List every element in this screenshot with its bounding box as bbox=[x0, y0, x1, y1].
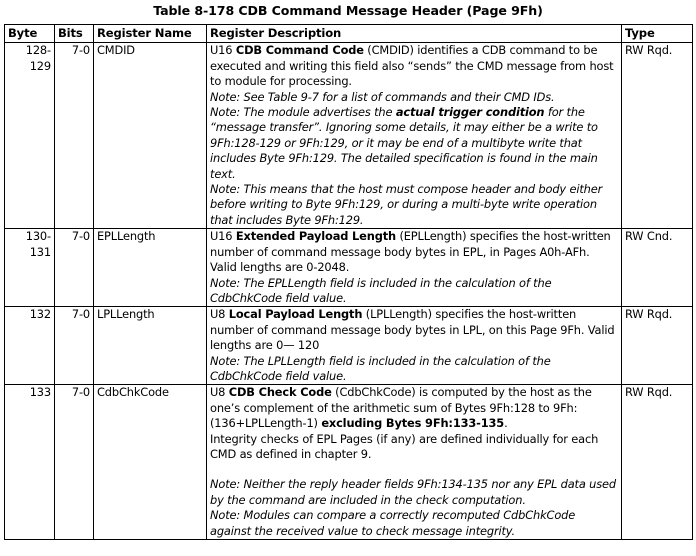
cell-register-description bbox=[207, 307, 622, 385]
cell-register-description bbox=[207, 43, 622, 229]
header-byte: Byte bbox=[5, 25, 55, 43]
description-paragraph: Integrity checks of EPL Pages (if any) are defined individually for each CMD as defined in chapter 9. bbox=[210, 431, 599, 461]
cell-type: RW Rqd. bbox=[622, 43, 693, 229]
description-note: Note: This means that the host must compose header and body either before writing to Byte 9Fh:129, or during a multi-byte write operation that includes Byte 9Fh:129. bbox=[210, 182, 603, 227]
table-row bbox=[5, 385, 693, 540]
cell-byte: 130-131 bbox=[5, 229, 55, 307]
description-note-text: Note: The module advertises the bbox=[210, 105, 396, 120]
description-bold-term: CDB Command Code bbox=[235, 43, 364, 58]
description-text: U16 bbox=[210, 43, 236, 58]
cell-byte: 128-129 bbox=[5, 43, 55, 229]
description-text: (CdbChkCode) is computed by the host as the one’s complement of the arithmetic sum of Bytes 9Fh:128 to 9Fh:(136+LPLLength-1) bbox=[210, 385, 592, 431]
table-row bbox=[5, 307, 693, 385]
cell-bits: 7-0 bbox=[55, 229, 94, 307]
description-note-bold-term: actual trigger condition bbox=[395, 105, 545, 120]
description-paragraph bbox=[210, 43, 618, 89]
paragraph-spacer bbox=[210, 462, 618, 477]
description-note bbox=[210, 105, 618, 182]
description-bold-term: Extended Payload Length bbox=[235, 229, 396, 244]
description-text: U8 bbox=[210, 307, 229, 322]
cell-register-description bbox=[207, 229, 622, 307]
description-note: Note: Modules can compare a correctly recomputed CdbChkCode against the received value to check message integrity. bbox=[210, 508, 576, 538]
header-type: Type bbox=[622, 25, 693, 43]
header-register-description: Register Description bbox=[207, 25, 622, 43]
description-text: U16 bbox=[210, 229, 236, 244]
cell-type: RW Rqd. bbox=[622, 385, 693, 540]
cell-register-name: LPLLength bbox=[94, 307, 207, 385]
register-table bbox=[4, 24, 693, 540]
cell-register-description bbox=[207, 385, 622, 540]
description-text: (EPLLength) specifies the host-written number of command message body bytes in EPL, in Pages A0h-AFh. Valid lengths are 0-2048. bbox=[210, 229, 611, 275]
cell-bits: 7-0 bbox=[55, 385, 94, 540]
description-bold-term: excluding Bytes 9Fh:133-135 bbox=[321, 416, 505, 431]
description-paragraph bbox=[210, 229, 618, 275]
header-register-name: Register Name bbox=[94, 25, 207, 43]
description-text: (LPLLength) specifies the host-written number of command message body bytes in LPL, on this Page 9Fh. Valid lengths are 0— 120 bbox=[210, 307, 615, 353]
description-bold-term: CDB Check Code bbox=[228, 385, 332, 400]
description-note: Note: The EPLLength field is included in the calculation of the CdbChkCode field value. bbox=[210, 275, 552, 305]
description-note-text: for the “message transfer”. Ignoring some details, it may either be a write to 9Fh:128-129 or 9Fh:129, or it may be end of a multibyte write that includes Byte 9Fh:129. The detailed specification is found in the main text. bbox=[210, 105, 598, 181]
description-note: Note: The LPLLength field is included in the calculation of the CdbChkCode field value. bbox=[210, 353, 551, 383]
cell-type: RW Cnd. bbox=[622, 229, 693, 307]
description-bold-term: Local Payload Length bbox=[228, 307, 363, 322]
table-caption: Table 8-178 CDB Command Message Header (Page 9Fh) bbox=[153, 3, 543, 18]
cell-type: RW Rqd. bbox=[622, 307, 693, 385]
cell-bits: 7-0 bbox=[55, 307, 94, 385]
header-bits: Bits bbox=[55, 25, 94, 43]
table-row bbox=[5, 43, 693, 229]
description-note: Note: See Table 9-7 for a list of commands and their CMD IDs. bbox=[210, 89, 555, 104]
description-note: Note: Neither the reply header fields 9Fh:134-135 nor any EPL data used by the command are included in the check computation. bbox=[210, 477, 616, 507]
description-paragraph bbox=[210, 307, 618, 353]
description-text: . bbox=[504, 416, 508, 431]
cell-byte: 132 bbox=[5, 307, 55, 385]
description-text: U8 bbox=[210, 385, 229, 400]
cell-register-name: CdbChkCode bbox=[94, 385, 207, 540]
table-header-row bbox=[5, 25, 693, 43]
cell-bits: 7-0 bbox=[55, 43, 94, 229]
description-text: (CMDID) identifies a CDB command to be executed and writing this field also “sends” the CMD message from host to module for processing. bbox=[210, 43, 614, 89]
cell-register-name: CMDID bbox=[94, 43, 207, 229]
table-row bbox=[5, 229, 693, 307]
description-paragraph bbox=[210, 385, 618, 431]
cell-register-name: EPLLength bbox=[94, 229, 207, 307]
cell-byte: 133 bbox=[5, 385, 55, 540]
